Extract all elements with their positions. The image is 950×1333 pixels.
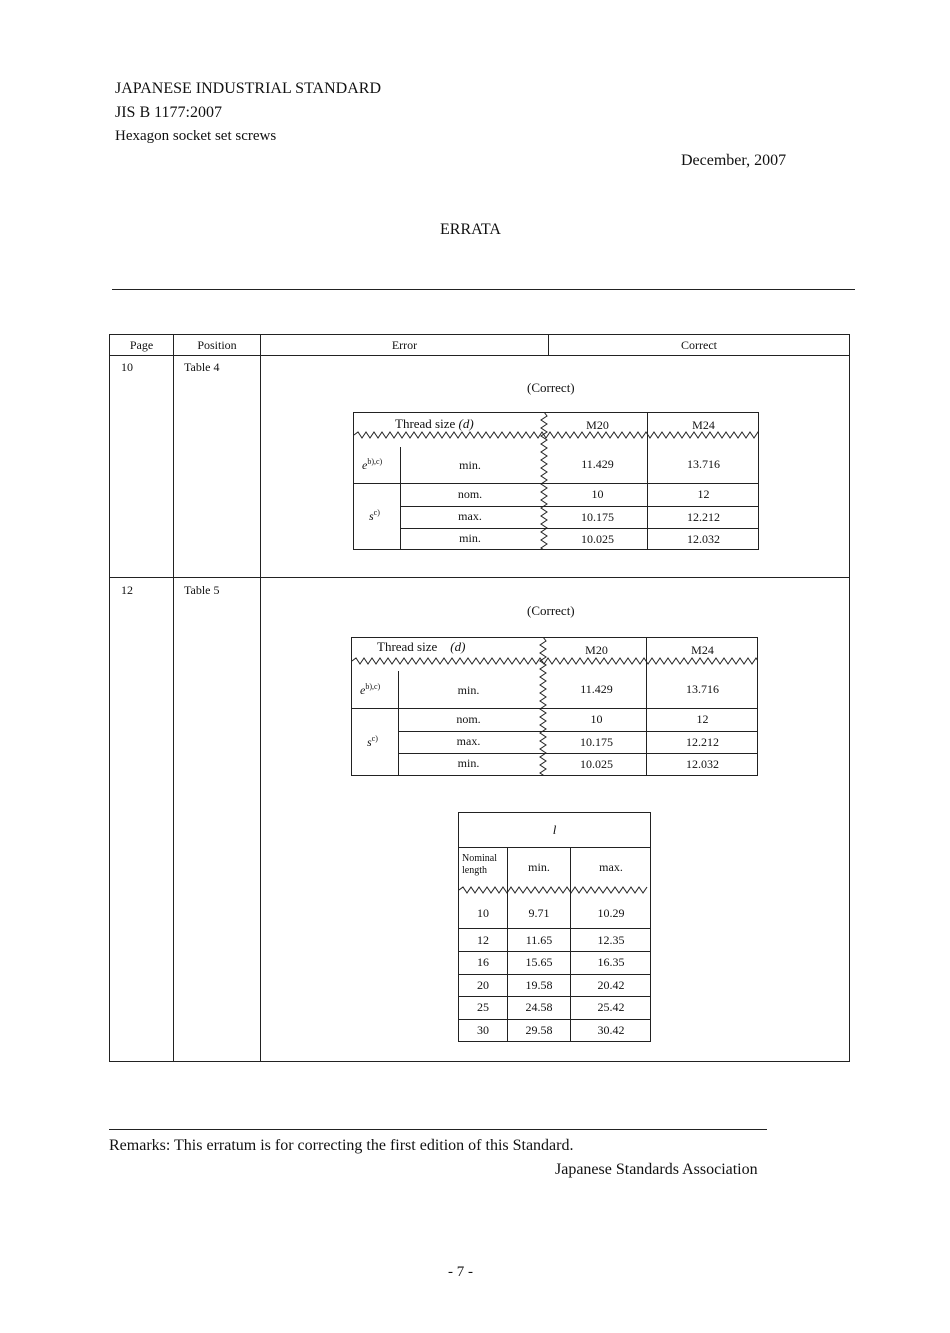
nominal-cell: 12 [477,933,489,947]
min-cell: 9.71 [528,906,550,920]
standard-title: Hexagon socket set screws [115,128,277,144]
row-label: min. [459,531,481,545]
col-header-position: Position [197,338,237,352]
footer-rule [109,1129,767,1130]
col-m20: M20 [586,418,609,432]
nominal-cell: 16 [477,955,489,969]
association: Japanese Standards Association [555,1161,758,1178]
nominal-cell: 20 [477,978,489,992]
cell-m24: 12 [697,487,710,501]
thread-size-header: Thread size (d) [395,416,474,431]
row1-correct-label: (Correct) [527,380,575,395]
row2-page: 12 [121,583,133,597]
thread-size-header: Thread size (d) [377,639,466,654]
doc-title: ERRATA [440,221,501,238]
errata-header-divider [110,355,849,356]
cell-m24: 12.212 [687,510,720,524]
max-cell: 12.35 [597,933,625,947]
row1-position: Table 4 [184,360,220,374]
cell-m20: 10.025 [580,757,613,771]
break-line-wavy [459,886,650,894]
cell-m24: 12.212 [686,735,719,749]
col-m24: M24 [692,418,715,432]
nominal-cell: 10 [477,906,489,920]
row2-position: Table 5 [184,583,220,597]
col-divider-page [173,335,174,1061]
col-m24: M24 [691,643,714,657]
nominal-cell: 25 [477,1000,489,1014]
col-divider-position [260,335,261,1061]
org-name: JAPANESE INDUSTRIAL STANDARD [115,80,381,97]
cell-m20: 10 [590,712,603,726]
symbol-s: $s^{c)}$ [369,508,380,523]
symbol-s: $s^{c)}$ [367,734,378,749]
cell-m20: 10.175 [581,510,614,524]
cell-m24: 12 [696,712,709,726]
max-cell: 10.29 [597,906,625,920]
min-cell: 11.65 [525,933,553,947]
page-number: - 7 - [448,1264,473,1280]
cell-m20: 10.025 [581,532,614,546]
header-rule [112,289,855,290]
row-label: max. [456,734,481,748]
errata-row-divider [110,577,849,578]
symbol-e: $e^{b),c)}$ [362,457,383,472]
col-header-error: Error [391,338,418,352]
row-label: nom. [456,712,481,726]
cell-m24: 12.032 [687,532,720,546]
row-label: min. [459,458,481,472]
cell-m20: 11.429 [580,682,613,696]
standard-number: JIS B 1177:2007 [115,104,222,121]
cell-m24: 12.032 [686,757,719,771]
min-cell: 15.65 [525,955,553,969]
cell-m20: 11.429 [581,457,614,471]
min-cell: 29.58 [525,1023,553,1037]
max-cell: 25.42 [597,1000,625,1014]
min-cell: 24.58 [525,1000,553,1014]
col-header-correct: Correct [681,338,717,352]
max-cell: 20.42 [597,978,625,992]
row-label: min. [457,756,480,770]
row2-correct-label: (Correct) [527,603,575,618]
max-cell: 30.42 [597,1023,625,1037]
row-label: max. [458,509,482,523]
symbol-e: $e^{b),c)}$ [360,682,381,697]
break-line-wavy [352,657,757,665]
col-m20: M20 [585,643,608,657]
col-header-page: Page [129,338,154,352]
cell-m24: 13.716 [687,457,720,471]
length-header: l [552,822,557,837]
col-min: min. [528,860,550,874]
max-cell: 16.35 [597,955,625,969]
cell-m20: 10.175 [580,735,613,749]
remarks: Remarks: This erratum is for correcting the first edition of this Standard. [109,1137,574,1154]
min-cell: 19.58 [525,978,553,992]
document-date: December, 2007 [681,152,787,169]
row-label: min. [457,683,480,697]
cell-m24: 13.716 [686,682,719,696]
col-max: max. [599,860,623,874]
row1-page: 10 [121,360,133,374]
nominal-length-header: Nominal length [462,853,497,876]
row-label: nom. [457,487,483,501]
cell-m20: 10 [591,487,604,501]
nominal-cell: 30 [477,1023,489,1037]
